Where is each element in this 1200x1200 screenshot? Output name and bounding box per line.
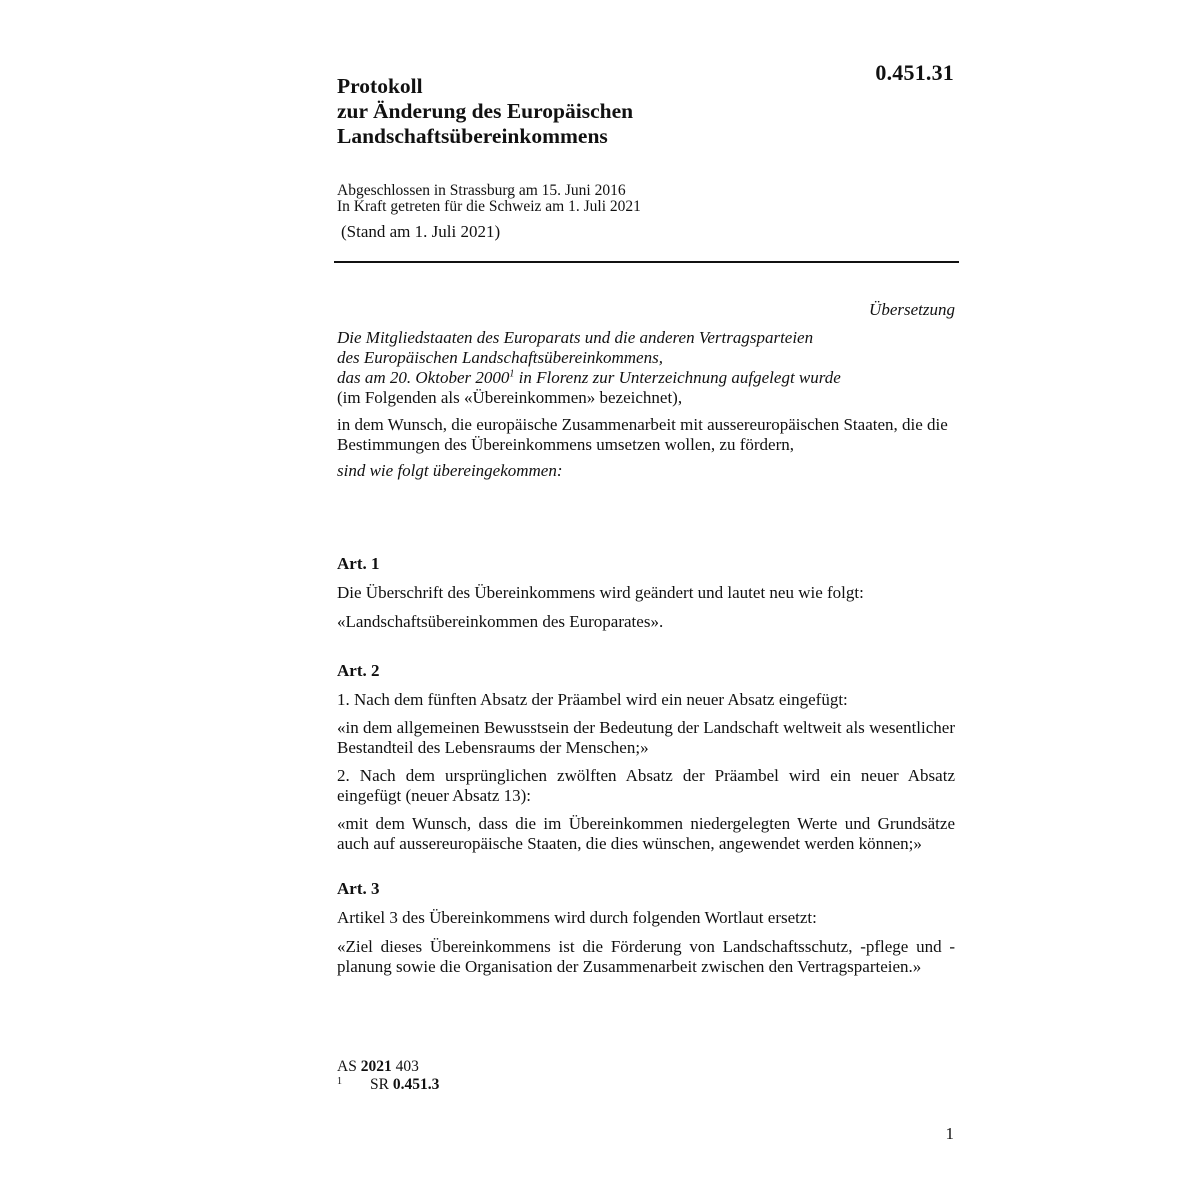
preamble-date-text-rest: in Florenz zur Unterzeichnung aufgelegt wurde: [514, 368, 841, 387]
header-rule: [334, 261, 959, 263]
article-1-heading: Art. 1: [337, 554, 380, 573]
document-title: [337, 74, 897, 149]
footnote-1-mark: 1: [337, 1076, 342, 1087]
footnote-1: [337, 1076, 439, 1096]
page-number: 1: [945, 1124, 954, 1143]
document-body: [337, 328, 955, 977]
footnote-1-ref[interactable]: 0.451.3: [392, 1076, 440, 1093]
footnote-1-prefix: SR: [370, 1076, 393, 1093]
translation-note: Übersetzung: [869, 300, 955, 319]
article-2-heading: Art. 2: [337, 661, 380, 680]
title-line: Protokoll: [337, 74, 423, 98]
article-3-quote: «Ziel dieses Übereinkommens ist die Förderung von Landschaftsschutz, -pflege und -planung sowie die Organisation der Zusammenarbeit zwischen den Vertragsparteien.»: [337, 937, 955, 976]
article-1-text: Die Überschrift des Übereinkommens wird geändert und lautet neu wie folgt:: [337, 583, 864, 602]
in-force-date: In Kraft getreten für die Schweiz am 1. Juli 2021: [337, 198, 641, 215]
article-2-quote-2: «mit dem Wunsch, dass die im Übereinkommen niedergelegten Werte und Grundsätze auch auf aussereuropäische Staaten, die dies wünschen, angewendet werden können;»: [337, 814, 955, 853]
footnote-ref-1[interactable]: 1: [509, 368, 515, 380]
footnote-1-text: [370, 1076, 439, 1094]
article-1-quote: «Landschaftsübereinkommen des Europarates».: [337, 612, 664, 631]
preamble-wish: in dem Wunsch, die europäische Zusammenarbeit mit aussereuropäischen Staaten, die die Bestimmungen des Übereinkommens umsetzen wollen, zu fördern,: [337, 415, 948, 454]
preamble-date-text: das am 20. Oktober 2000: [337, 368, 510, 387]
stand-date: (Stand am 1. Juli 2021): [341, 222, 501, 241]
document-meta: [337, 183, 897, 215]
preamble-date-line: [337, 368, 955, 388]
preamble-agreed: sind wie folgt übereingekommen:: [337, 461, 563, 480]
preamble-named-as: (im Folgenden als «Übereinkommen» bezeichnet),: [337, 388, 683, 407]
as-year: 2021: [360, 1058, 392, 1075]
preamble-line: des Europäischen Landschaftsübereinkommens,: [337, 348, 663, 367]
title-line: Landschaftsübereinkommens: [337, 124, 608, 148]
article-2-paragraph-1: 1. Nach dem fünften Absatz der Präambel wird ein neuer Absatz eingefügt:: [337, 690, 848, 709]
article-2-quote-1: «in dem allgemeinen Bewusstsein der Bedeutung der Landschaft weltweit als wesentlicher Bestandteil des Lebensraums der Menschen;»: [337, 718, 955, 757]
article-3-heading: Art. 3: [337, 879, 380, 898]
article-2-paragraph-2: 2. Nach dem ursprünglichen zwölften Absatz der Präambel wird ein neuer Absatz eingefügt (neuer Absatz 13):: [337, 766, 955, 805]
sr-number: 0.451.31: [875, 60, 954, 85]
title-line: zur Änderung des Europäischen: [337, 99, 634, 123]
footnotes: [337, 1058, 439, 1096]
as-page: 403: [391, 1058, 419, 1075]
article-3-text: Artikel 3 des Übereinkommens wird durch folgenden Wortlaut ersetzt:: [337, 908, 817, 927]
preamble-line: Die Mitgliedstaaten des Europarats und die anderen Vertragsparteien: [337, 328, 814, 347]
as-prefix: AS: [337, 1058, 361, 1075]
concluded-date: Abgeschlossen in Strassburg am 15. Juni 2016: [337, 182, 626, 199]
